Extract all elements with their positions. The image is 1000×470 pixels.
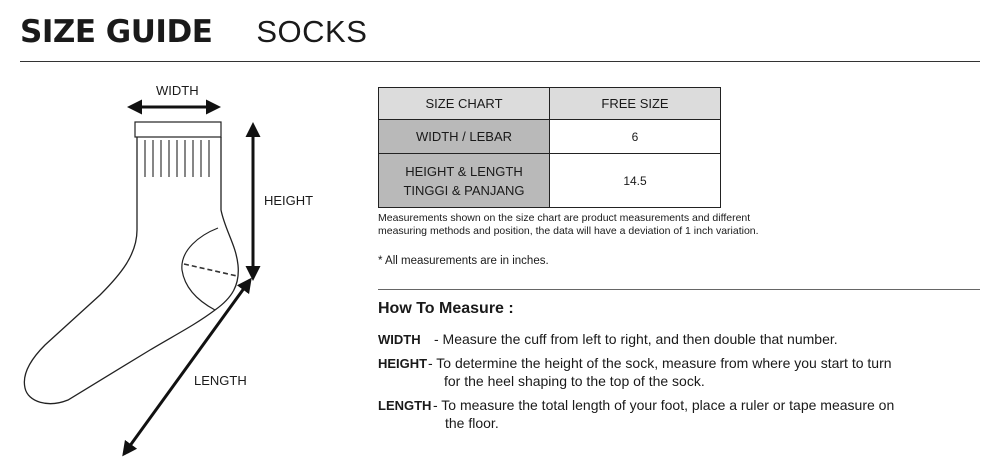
row-label-line: HEIGHT & LENGTH (405, 163, 523, 179)
table-cell-value: 14.5 (550, 154, 721, 208)
measure-text: for the heel shaping to the top of the sock. (444, 373, 705, 389)
page-subtitle: SOCKS (256, 14, 368, 49)
header-divider (20, 61, 980, 62)
height-label: HEIGHT (264, 193, 314, 208)
measure-text: the floor. (445, 415, 499, 431)
measure-key: LENGTH (378, 398, 432, 413)
size-chart-table (378, 87, 721, 208)
table-header-cell: SIZE CHART (379, 88, 550, 120)
table-row-label: WIDTH / LEBAR (379, 120, 550, 154)
table-row (379, 120, 721, 154)
row-label-line: TINGGI & PANJANG (403, 182, 525, 198)
heel-guide-line (184, 264, 237, 276)
table-row (379, 154, 721, 208)
units-note: * All measurements are in inches. (378, 255, 549, 267)
length-arrow (124, 280, 250, 454)
sock-diagram (0, 70, 370, 470)
page-header (20, 14, 367, 58)
sock-heel (182, 228, 218, 310)
table-cell-value: 6 (550, 120, 721, 154)
sock-cuff (135, 122, 221, 137)
sock-illustration-icon (0, 70, 370, 470)
measure-key: WIDTH (378, 332, 421, 347)
table-header-cell: FREE SIZE (550, 88, 721, 120)
sock-ribbing (145, 140, 209, 177)
deviation-note (378, 212, 818, 238)
width-label: WIDTH (156, 83, 199, 98)
measure-key: HEIGHT (378, 356, 428, 371)
page-title: SIZE GUIDE (20, 14, 213, 50)
length-label: LENGTH (194, 373, 247, 388)
sock-outline (24, 137, 238, 404)
section-divider (378, 289, 980, 290)
how-to-measure-title: How To Measure : (378, 300, 514, 317)
table-row-label (379, 154, 550, 208)
table-header-row (379, 88, 721, 120)
measure-text: - To determine the height of the sock, measure from where you start to turn (428, 355, 892, 371)
deviation-note-line: Measurements shown on the size chart are product measurements and different (378, 212, 751, 224)
deviation-note-line: measuring methods and position, the data will have a deviation of 1 inch variation. (378, 225, 759, 237)
measure-text: - To measure the total length of your foot, place a ruler or tape measure on (433, 397, 895, 413)
measure-text: - Measure the cuff from left to right, and then double that number. (434, 331, 838, 347)
